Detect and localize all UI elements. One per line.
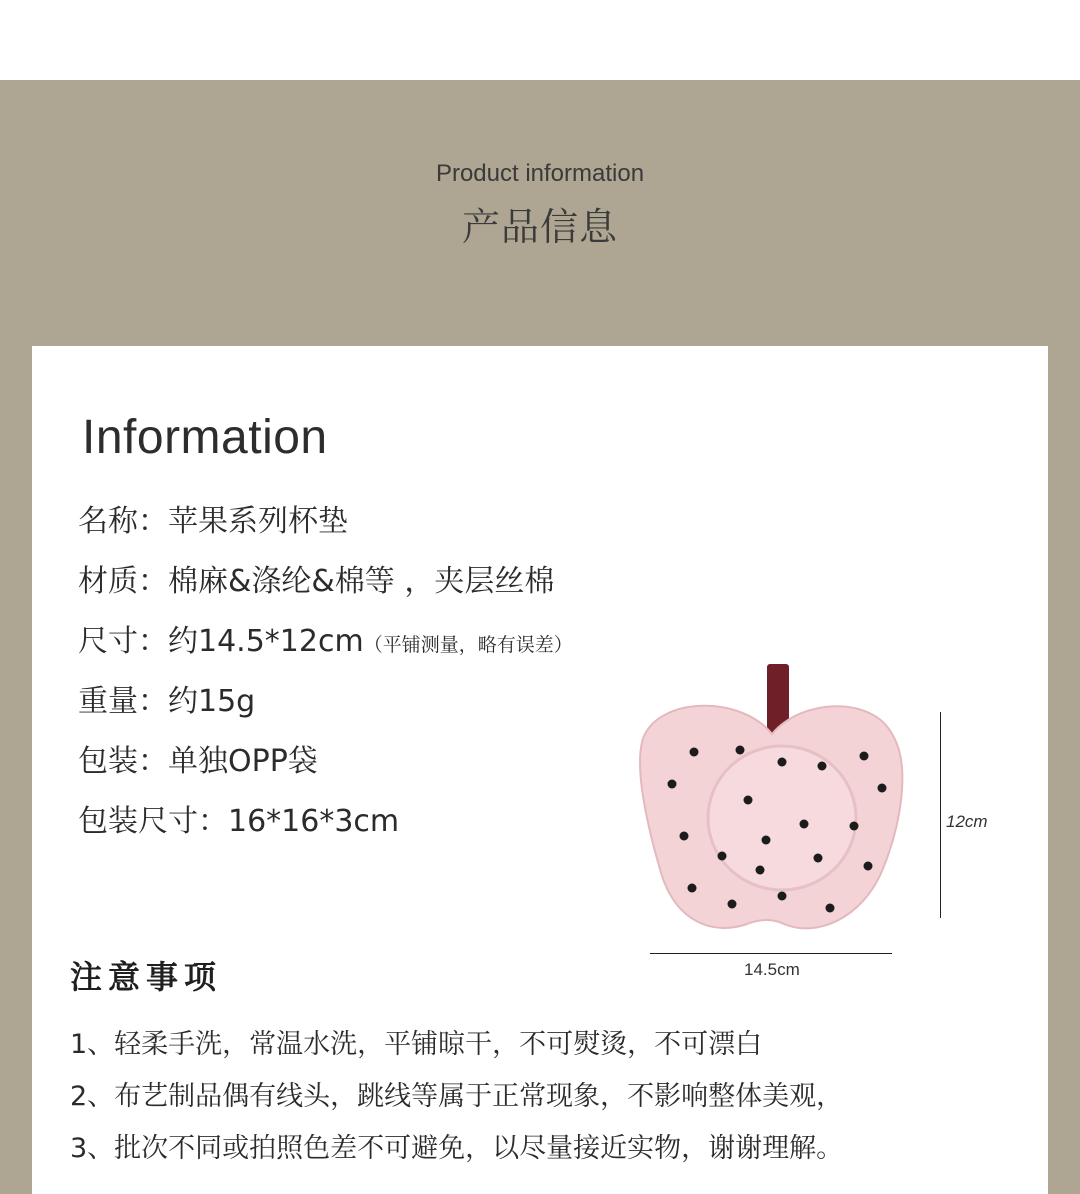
care-item-3: 3、批次不同或拍照色差不可避免，以尽量接近实物，谢谢理解。 bbox=[70, 1133, 844, 1164]
spec-size-text: 尺寸：约14.5*12cm bbox=[78, 624, 364, 659]
polka-dot bbox=[736, 746, 745, 755]
spec-size bbox=[78, 616, 573, 660]
polka-dot bbox=[744, 796, 753, 805]
care-item-1: 1、轻柔手洗，常温水洗，平铺晾干，不可熨烫，不可漂白 bbox=[70, 1029, 763, 1060]
polka-dot bbox=[878, 784, 887, 793]
polka-dot bbox=[800, 820, 809, 829]
polka-dot bbox=[688, 884, 697, 893]
info-card bbox=[32, 346, 1048, 1194]
polka-dot bbox=[718, 852, 727, 861]
spec-weight-text: 重量：约15g bbox=[78, 684, 256, 719]
spec-package-size-text: 包装尺寸：16*16*3cm bbox=[78, 804, 400, 839]
section-title-cn: 产品信息 bbox=[461, 205, 618, 249]
polka-dot bbox=[850, 822, 859, 831]
width-dimension-label: 14.5cm bbox=[744, 960, 800, 979]
polka-dot bbox=[778, 758, 787, 767]
spec-size-note: （平铺测量，略有误差） bbox=[363, 634, 573, 656]
polka-dot bbox=[668, 780, 677, 789]
spec-material-text: 材质：棉麻&涤纶&棉等 ，夹层丝棉 bbox=[78, 564, 555, 599]
height-dimension-label: 12cm bbox=[946, 812, 988, 831]
polka-dot bbox=[762, 836, 771, 845]
polka-dot bbox=[864, 862, 873, 871]
polka-dot bbox=[826, 904, 835, 913]
polka-dot bbox=[814, 854, 823, 863]
polka-dot bbox=[690, 748, 699, 757]
width-dimension-line bbox=[650, 953, 892, 954]
polka-dot bbox=[860, 752, 869, 761]
spec-package bbox=[78, 736, 318, 780]
care-item-2: 2、布艺制品偶有线头，跳线等属于正常现象，不影响整体美观， bbox=[70, 1081, 844, 1112]
care-title: 注意事项 bbox=[70, 958, 223, 996]
height-dimension-line bbox=[940, 712, 941, 918]
polka-dot bbox=[756, 866, 765, 875]
coaster-inner-circle bbox=[708, 746, 856, 890]
info-title: Information bbox=[82, 411, 328, 464]
polka-dot bbox=[778, 892, 787, 901]
section-subtitle-en: Product information bbox=[435, 160, 645, 187]
spec-name bbox=[78, 496, 348, 540]
spec-name-text: 名称：苹果系列杯垫 bbox=[78, 504, 348, 539]
spec-package-text: 包装：单独OPP袋 bbox=[78, 744, 318, 779]
spec-weight bbox=[78, 676, 255, 720]
spec-material bbox=[78, 556, 554, 600]
polka-dot bbox=[728, 900, 737, 909]
polka-dot bbox=[680, 832, 689, 841]
spec-package-size bbox=[78, 796, 399, 840]
polka-dot bbox=[818, 762, 827, 771]
